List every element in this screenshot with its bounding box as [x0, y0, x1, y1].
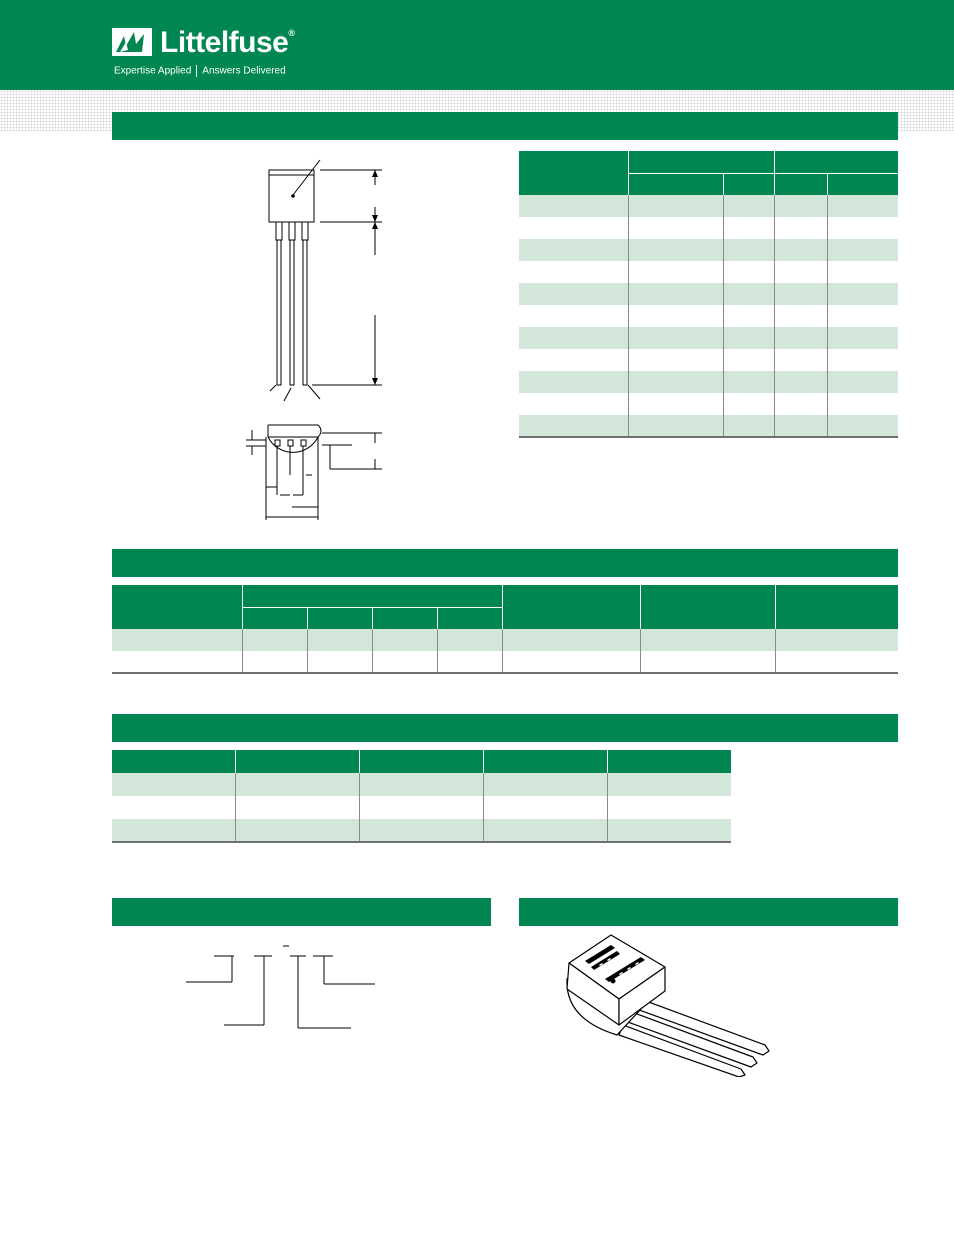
table-row — [519, 371, 898, 393]
section-bar-dimensions — [112, 112, 898, 140]
packing-table-header-cell — [236, 750, 360, 773]
package-outline-drawing — [240, 155, 400, 525]
tagline-separator — [196, 65, 197, 77]
registered-mark: ® — [288, 28, 295, 38]
electrical-table-header-cell — [776, 585, 899, 629]
packing-table-header-cell — [360, 750, 484, 773]
table-row — [519, 349, 898, 371]
electrical-table-header-cell — [112, 585, 243, 629]
table-row — [519, 393, 898, 415]
electrical-table-subheader-cell — [373, 607, 438, 629]
packing-table — [112, 750, 731, 843]
page-header — [0, 0, 954, 90]
table-row — [112, 819, 731, 842]
dimensions-table-header-cell — [775, 151, 899, 173]
table-row — [519, 283, 898, 305]
table-row — [112, 773, 731, 796]
section-bar-part-numbering — [112, 898, 491, 926]
dimensions-table-subheader-cell — [828, 173, 899, 195]
table-row — [112, 651, 898, 673]
brand-tagline — [114, 65, 286, 77]
table-row — [519, 305, 898, 327]
electrical-table-header-cell — [243, 585, 503, 607]
electrical-table-header-cell — [641, 585, 776, 629]
table-row — [519, 261, 898, 283]
packing-table-header-cell — [484, 750, 608, 773]
dimensions-table-subheader-cell — [724, 173, 775, 195]
dimensions-table-header-cell — [629, 151, 775, 173]
table-row — [519, 195, 898, 217]
table-row — [519, 239, 898, 261]
table-row — [519, 217, 898, 239]
electrical-table-subheader-cell — [308, 607, 373, 629]
tagline-left: Expertise Applied — [114, 65, 192, 77]
part-numbering-diagram — [180, 938, 380, 1038]
section-bar-table-3 — [112, 714, 898, 742]
electrical-table-subheader-cell — [438, 607, 503, 629]
table-row — [112, 629, 898, 651]
brand-name: Littelfuse® — [160, 26, 295, 59]
dimensions-table-header-cell — [519, 151, 629, 195]
packing-table-header-cell — [608, 750, 732, 773]
section-bar-part-marking — [519, 898, 898, 926]
dimensions-table-subheader-cell — [629, 173, 724, 195]
dimensions-table — [519, 151, 898, 438]
table-row — [519, 415, 898, 437]
table-row — [519, 327, 898, 349]
part-marking-device-illustration — [555, 927, 785, 1077]
electrical-table — [112, 585, 898, 674]
dimensions-table-subheader-cell — [775, 173, 828, 195]
tagline-right: Answers Delivered — [202, 65, 286, 77]
electrical-table-header-cell — [503, 585, 641, 629]
electrical-table-subheader-cell — [243, 607, 308, 629]
table-row — [112, 796, 731, 819]
littelfuse-logo-icon — [112, 28, 152, 56]
section-bar-table-2 — [112, 549, 898, 577]
packing-table-header-cell — [112, 750, 236, 773]
